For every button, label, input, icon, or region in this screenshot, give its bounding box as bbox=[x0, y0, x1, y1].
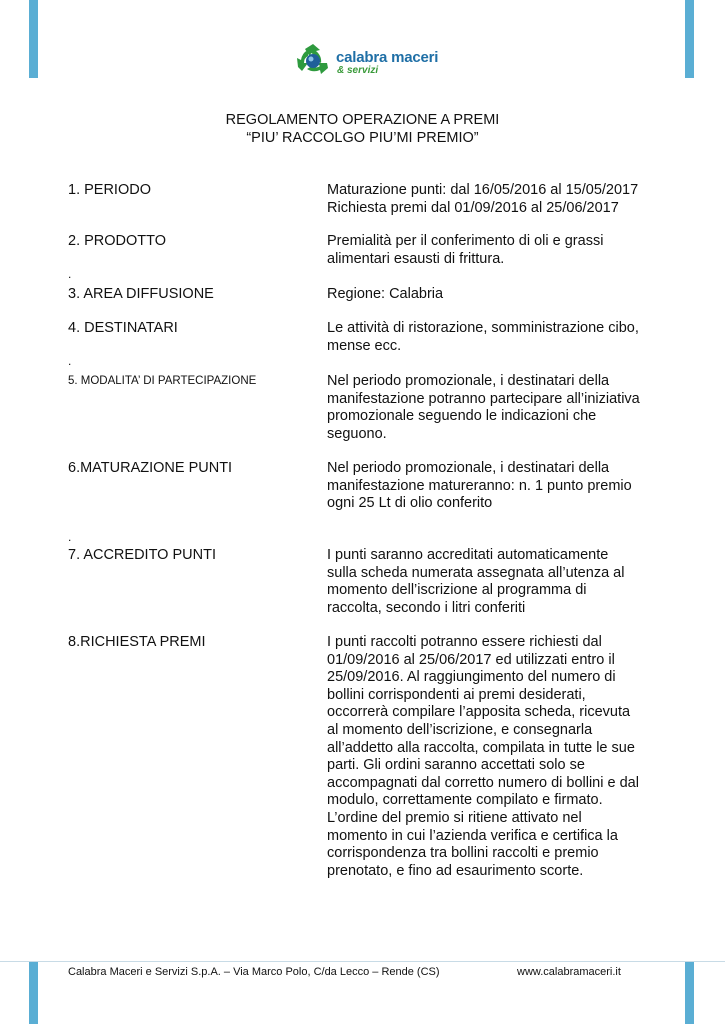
separator-dot: . bbox=[68, 354, 72, 368]
text-line: al momento dell’iscrizione, e consegnarla bbox=[327, 721, 593, 738]
top-right-accent-bar bbox=[685, 0, 694, 78]
top-left-accent-bar bbox=[29, 0, 38, 78]
text-line: bollini corrispondenti ai premi desiderati, bbox=[327, 686, 586, 703]
separator-dot: . bbox=[68, 530, 72, 544]
company-logo bbox=[294, 42, 439, 78]
text-line: raccolta, secondo i litri conferiti bbox=[327, 599, 526, 616]
text-line: 01/09/2016 al 25/06/2017 ed utilizzati entro il bbox=[327, 651, 615, 668]
text-line: mense ecc. bbox=[327, 337, 402, 354]
footer-divider bbox=[0, 961, 725, 962]
section-text-maturazione bbox=[327, 460, 667, 513]
text-line: alimentari esausti di frittura. bbox=[327, 250, 505, 267]
document-title: REGOLAMENTO OPERAZIONE A PREMI bbox=[225, 112, 500, 128]
logo-name: calabra maceri bbox=[336, 49, 439, 66]
text-line: all’addetto alla raccolta, compilata in tutte le sue bbox=[327, 739, 635, 756]
section-text-destinatari bbox=[327, 320, 667, 355]
text-line: ogni 25 Lt di olio conferito bbox=[327, 495, 493, 512]
section-text-accredito bbox=[327, 547, 667, 617]
text-line: 25/09/2016. Al raggiungimento del numero di bbox=[327, 669, 616, 686]
section-text-periodo bbox=[327, 182, 667, 217]
text-line: promozionale seguendo le indicazioni che bbox=[327, 408, 597, 425]
section-label-destinatari: 4. DESTINATARI bbox=[68, 320, 178, 336]
bottom-left-accent-bar bbox=[29, 962, 38, 1024]
text-line: modulo, correttamente compilato e firmato. bbox=[327, 792, 603, 809]
text-line: prenotato, e fino ad esaurimento scorte. bbox=[327, 862, 584, 879]
bottom-right-accent-bar bbox=[685, 962, 694, 1024]
text-line: I punti raccolti potranno essere richiesti dal bbox=[327, 634, 602, 650]
text-line: L’ordine del premio si ritiene attivato nel bbox=[327, 809, 582, 826]
document-subtitle: “PIU’ RACCOLGO PIU’MI PREMIO” bbox=[246, 130, 479, 146]
text-line: Maturazione punti: dal 16/05/2016 al 15/05/2017 bbox=[327, 182, 639, 198]
logo-subtitle: & servizi bbox=[337, 65, 379, 76]
section-label-periodo: 1. PERIODO bbox=[68, 182, 151, 198]
section-text-modalita bbox=[327, 373, 667, 443]
section-label-modalita: 5. MODALITA’ DI PARTECIPAZIONE bbox=[68, 375, 257, 387]
text-line: Nel periodo promozionale, i destinatari della bbox=[327, 460, 610, 476]
section-text-richiesta bbox=[327, 634, 667, 880]
text-line: Richiesta premi dal 01/09/2016 al 25/06/2017 bbox=[327, 199, 619, 216]
text-line: momento in cui l’azienda verifica e certifica la bbox=[327, 827, 618, 844]
section-text-area bbox=[327, 286, 667, 304]
text-line: momento dell’iscrizione al programma di bbox=[327, 582, 587, 599]
footer-address: Calabra Maceri e Servizi S.p.A. – Via Marco Polo, C/da Lecco – Rende (CS) bbox=[68, 966, 440, 978]
text-line: Nel periodo promozionale, i destinatari della bbox=[327, 373, 610, 389]
text-line: seguono. bbox=[327, 425, 387, 442]
footer-website: www.calabramaceri.it bbox=[517, 966, 621, 978]
text-line: corrispondenza tra bollini raccolti e premio bbox=[327, 845, 599, 862]
text-line: parti. Gli ordini saranno accettati solo se bbox=[327, 757, 585, 774]
section-label-accredito: 7. ACCREDITO PUNTI bbox=[68, 547, 216, 563]
text-line: Le attività di ristorazione, somministrazione cibo, bbox=[327, 320, 639, 336]
text-line: I punti saranno accreditati automaticamente bbox=[327, 547, 609, 563]
separator-dot: . bbox=[68, 267, 72, 281]
text-line: manifestazione potranno partecipare all’iniziativa bbox=[327, 390, 640, 407]
section-text-prodotto bbox=[327, 233, 667, 268]
section-label-prodotto: 2. PRODOTTO bbox=[68, 233, 167, 249]
text-line: Premialità per il conferimento di oli e grassi bbox=[327, 233, 604, 249]
section-label-area: 3. AREA DIFFUSIONE bbox=[68, 286, 214, 302]
text-line: manifestazione matureranno: n. 1 punto premio bbox=[327, 477, 632, 494]
text-line: sulla scheda numerata assegnata all’utenza al bbox=[327, 564, 625, 581]
text-line: occorrerà compilare l’apposita scheda, ricevuta bbox=[327, 704, 631, 721]
text-line: accompagnati dal corretto numero di bollini e dal bbox=[327, 774, 639, 791]
recycle-globe-icon bbox=[294, 42, 332, 78]
section-label-maturazione: 6.MATURAZIONE PUNTI bbox=[68, 460, 233, 476]
text-line: Regione: Calabria bbox=[327, 286, 444, 302]
section-label-richiesta: 8.RICHIESTA PREMI bbox=[68, 634, 206, 650]
